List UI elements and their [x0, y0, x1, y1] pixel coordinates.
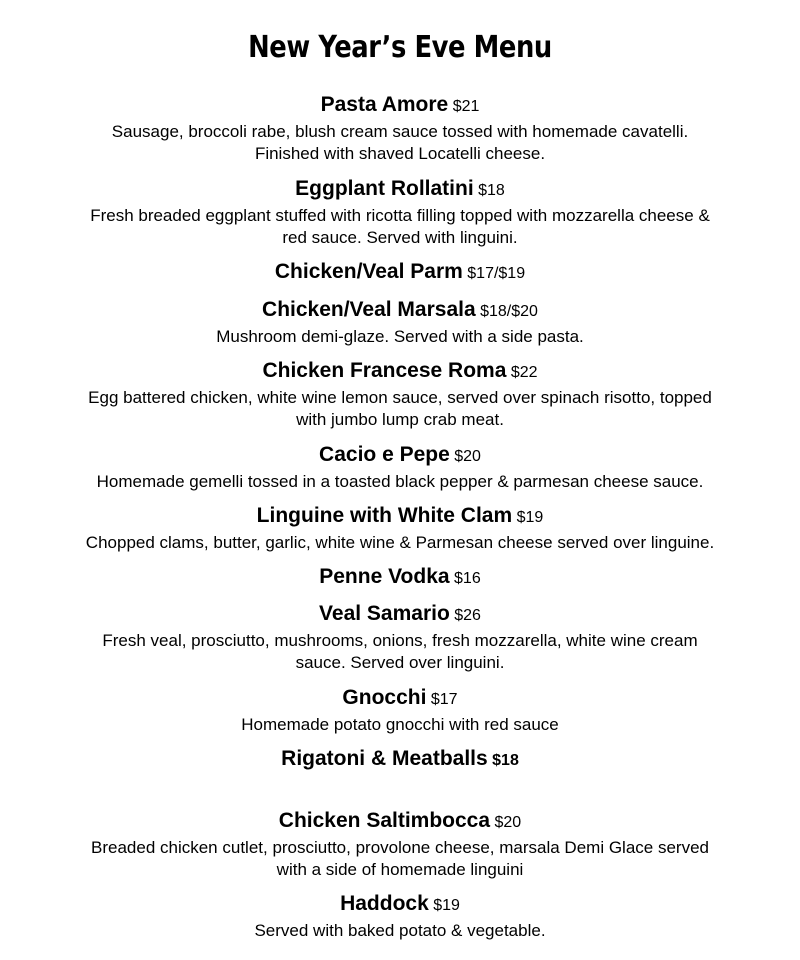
dish-name: Linguine with White Clam [256, 504, 513, 527]
dish-description: Mushroom demi-glaze. Served with a side pasta. [216, 327, 584, 346]
menu-item-chicken-francese-roma [0, 358, 800, 386]
dish-description: Egg battered chicken, white wine lemon sauce, served over spinach risotto, topped [88, 388, 712, 407]
dish-description: with jumbo lump crab meat. [296, 410, 504, 429]
dish-description: Served with baked potato & vegetable. [254, 921, 546, 940]
dish-price: $21 [452, 98, 480, 115]
dish-price: $20 [454, 448, 481, 465]
menu-item-gnocchi [0, 685, 800, 713]
menu-item-penne-vodka [0, 564, 800, 592]
dish-name: Eggplant Rollatini [295, 177, 474, 200]
dish-name: Gnocchi [342, 686, 427, 709]
dish-price: $19 [516, 509, 544, 526]
dish-price: $16 [454, 570, 481, 587]
dish-name: Chicken/Veal Marsala [262, 298, 476, 321]
dish-name: Haddock [340, 892, 429, 915]
menu-item-haddock [0, 891, 800, 919]
dish-price: $18/$20 [480, 303, 538, 320]
menu-item-veal-samario [0, 601, 800, 629]
dish-description: Breaded chicken cutlet, prosciutto, provolone cheese, marsala Demi Glace served [91, 838, 709, 857]
dish-description: Sausage, broccoli rabe, blush cream sauce tossed with homemade cavatelli. [111, 122, 689, 141]
dish-price: $22 [510, 364, 538, 381]
menu-item-chicken-veal-parm [0, 259, 800, 287]
dish-price: $19 [433, 897, 460, 914]
dish-name: Chicken Saltimbocca [278, 809, 491, 832]
dish-name: Pasta Amore [320, 93, 449, 116]
dish-price: $26 [454, 607, 481, 624]
dish-description: red sauce. Served with linguini. [282, 228, 518, 247]
dish-description: Chopped clams, butter, garlic, white wine & Parmesan cheese served over linguine. [85, 533, 715, 552]
menu-item-cacio-e-pepe [0, 442, 800, 470]
dish-description: Fresh breaded eggplant stuffed with ricotta filling topped with mozzarella cheese & [90, 206, 710, 225]
dish-description: sauce. Served over linguini. [295, 653, 505, 672]
dish-price: $17 [430, 691, 458, 708]
dish-price: $18 [492, 752, 519, 769]
menu-item-linguine-white-clam [0, 503, 800, 531]
dish-name: Veal Samario [319, 602, 450, 625]
dish-name: Penne Vodka [319, 565, 450, 588]
menu-title: New Year’s Eve Menu [248, 30, 552, 65]
dish-description: Homemade potato gnocchi with red sauce [241, 715, 559, 734]
dish-description: with a side of homemade linguini [276, 860, 524, 879]
dish-name: Chicken/Veal Parm [274, 260, 463, 283]
dish-description: Finished with shaved Locatelli cheese. [254, 144, 546, 163]
dish-price: $17/$19 [467, 265, 526, 282]
dish-name: Rigatoni & Meatballs [281, 747, 488, 770]
dish-price: $20 [494, 814, 522, 831]
menu-item-chicken-saltimbocca [0, 808, 800, 836]
dish-description: Fresh veal, prosciutto, mushrooms, onions, fresh mozzarella, white wine cream [102, 631, 698, 650]
dish-name: Chicken Francese Roma [262, 359, 507, 382]
dish-name: Cacio e Pepe [319, 443, 450, 466]
dish-price: $18 [478, 182, 505, 199]
dish-description: Homemade gemelli tossed in a toasted black pepper & parmesan cheese sauce. [96, 472, 704, 491]
menu-item-rigatoni-meatballs [0, 746, 800, 774]
menu-item-chicken-veal-marsala [0, 297, 800, 325]
menu-item-eggplant-rollatini [0, 176, 800, 204]
menu-item-pasta-amore [0, 92, 800, 120]
